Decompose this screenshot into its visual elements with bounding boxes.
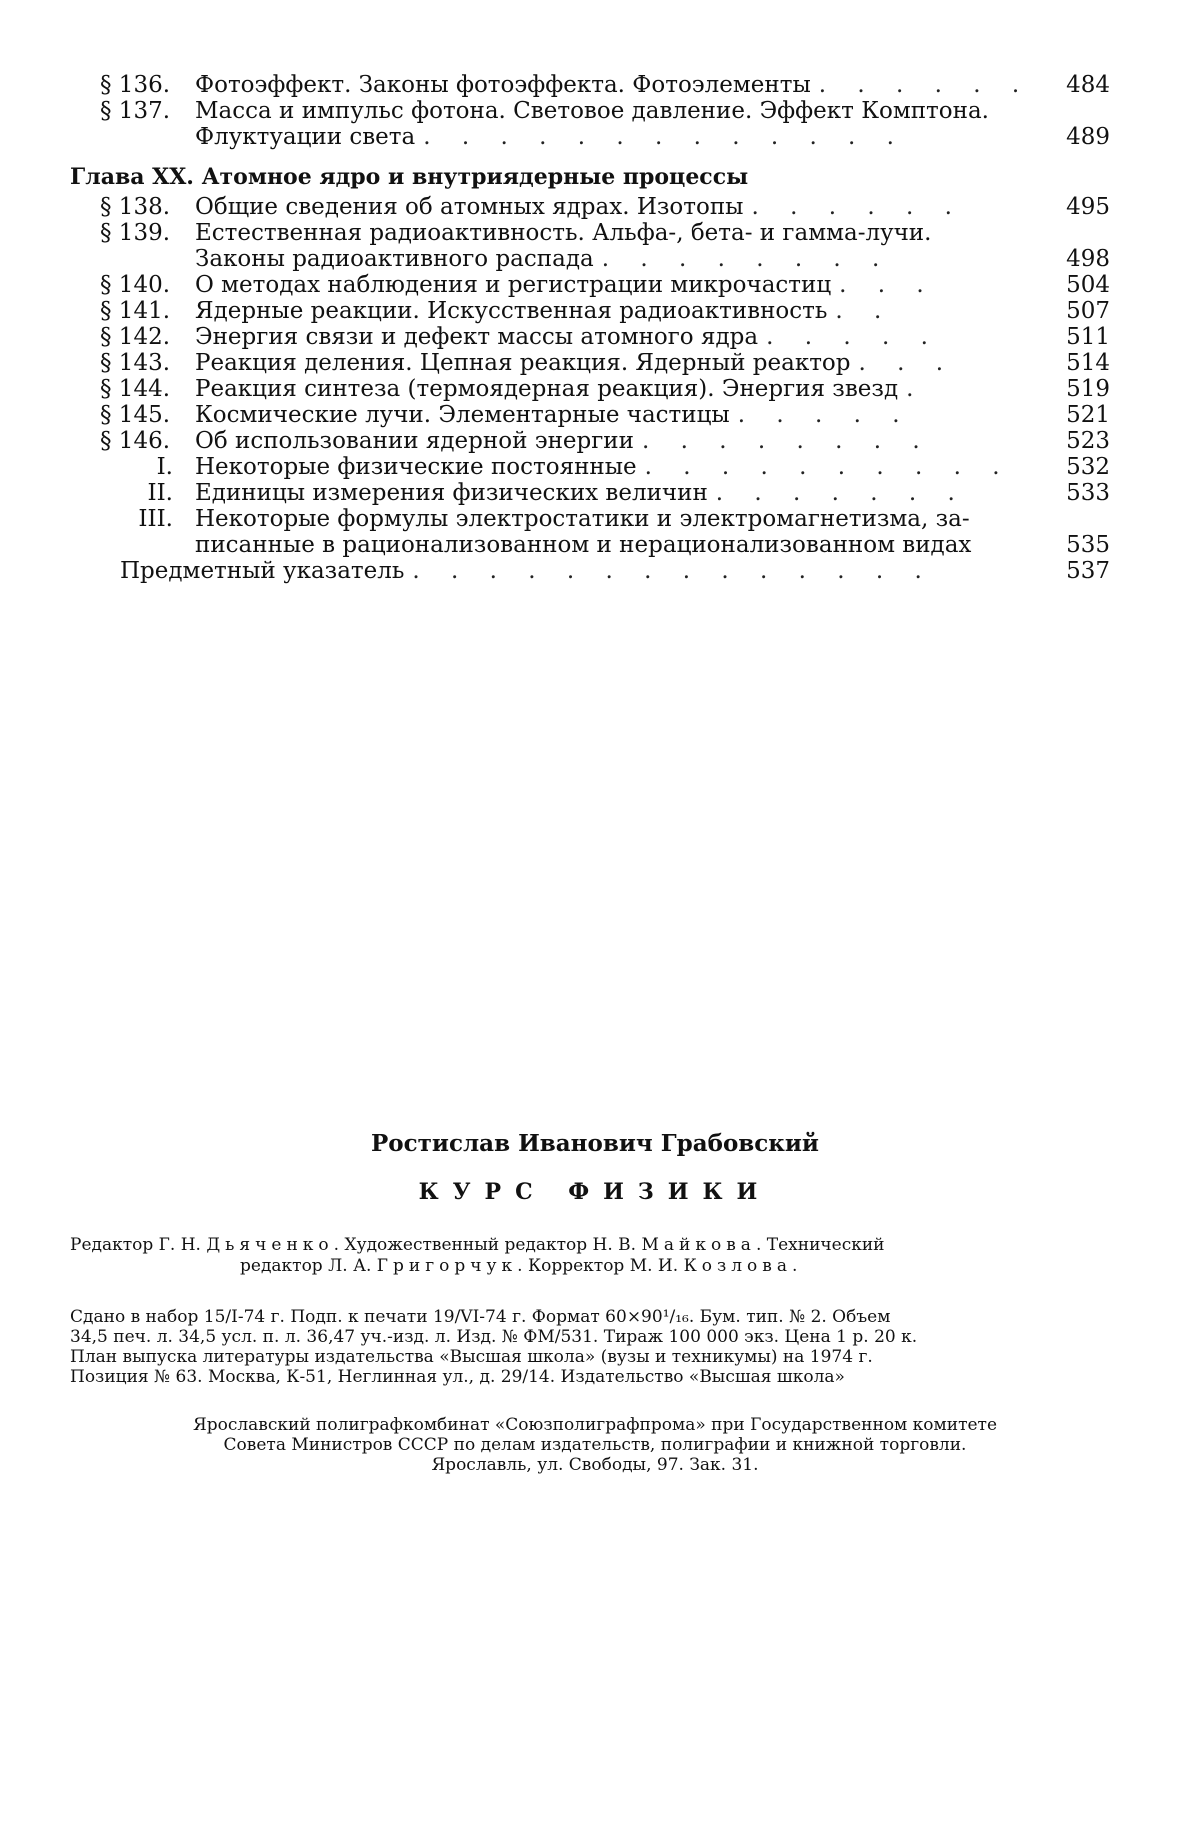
page-number: 514 bbox=[1066, 350, 1110, 376]
page-number: 521 bbox=[1066, 402, 1110, 428]
imprint bbox=[70, 1130, 1120, 1475]
section-number: § 141. bbox=[100, 298, 171, 324]
tech-editor-name: Григорчук bbox=[376, 1256, 518, 1276]
page-number: 511 bbox=[1066, 324, 1110, 350]
section-title-continued: Флуктуации света bbox=[195, 124, 416, 150]
section-title: Ядерные реакции. Искусственная радиоактивность bbox=[195, 298, 828, 324]
index-title: Предметный указатель bbox=[120, 558, 405, 584]
toc-entry-continuation bbox=[70, 246, 1110, 272]
dot-leader: . . . . . . . . . . . . . bbox=[423, 124, 906, 150]
chapter-title: Глава XX. Атомное ядро и внутриядерные процессы bbox=[70, 164, 749, 190]
section-number: § 145. bbox=[100, 402, 171, 428]
toc-entry bbox=[70, 220, 1110, 246]
dot-leader: . . bbox=[835, 298, 894, 324]
dot-leader: . . . . . . . . . . . . . . bbox=[412, 558, 934, 584]
toc-entry bbox=[70, 324, 1110, 350]
section-number: § 138. bbox=[100, 194, 171, 220]
page-number: 495 bbox=[1066, 194, 1110, 220]
page-number: 484 bbox=[1066, 72, 1110, 98]
page-number: 535 bbox=[1066, 532, 1110, 558]
section-title: О методах наблюдения и регистрации микрочастиц bbox=[195, 272, 832, 298]
dot-leader: . . . . . . . . bbox=[601, 246, 892, 272]
dot-leader: . . . bbox=[839, 272, 936, 298]
appendix-title: Единицы измерения физических величин bbox=[195, 480, 708, 506]
dot-leader: . . . . . bbox=[766, 324, 940, 350]
section-title: Масса и импульс фотона. Световое давление. Эффект Комптона. bbox=[195, 98, 989, 124]
toc-entry bbox=[70, 480, 1110, 506]
dot-leader: . . . bbox=[858, 350, 956, 376]
book-title: КУРС ФИЗИКИ bbox=[418, 1179, 772, 1205]
toc-entry bbox=[70, 402, 1110, 428]
toc-entry bbox=[70, 272, 1110, 298]
page-number: 489 bbox=[1066, 124, 1110, 150]
toc-entry bbox=[70, 194, 1110, 220]
toc-entry bbox=[70, 376, 1110, 402]
appendix-title: Некоторые физические постоянные bbox=[195, 454, 637, 480]
appendix-number: I. bbox=[156, 454, 173, 480]
section-number: § 146. bbox=[100, 428, 171, 454]
toc-entry bbox=[70, 506, 1110, 532]
printer-details: Ярославский полиграфкомбинат «Союзполиграфпрома» при Государственном комитете Совета Министров СССР по делам издательств, полиграфии и книжной торговли. Ярославль, ул. Свободы, 97. Зак. 31. bbox=[192, 1415, 998, 1475]
page-number: 504 bbox=[1066, 272, 1110, 298]
section-title: Космические лучи. Элементарные частицы bbox=[195, 402, 730, 428]
appendix-number: II. bbox=[147, 480, 173, 506]
toc-entry bbox=[70, 454, 1110, 480]
editors-credits: Редактор Г. Н. Дьяченко. Художественный редактор Н. В. Майкова. Технический редактор Л. А. Григорчук. Корректор М. И. Козлова. bbox=[70, 1235, 885, 1276]
dot-leader: . bbox=[906, 376, 926, 402]
section-number: § 142. bbox=[100, 324, 171, 350]
dot-leader: . . . . . bbox=[737, 402, 912, 428]
section-title: Реакция деления. Цепная реакция. Ядерный реактор bbox=[195, 350, 851, 376]
toc-entry bbox=[70, 350, 1110, 376]
section-title: Фотоэффект. Законы фотоэффекта. Фотоэлементы bbox=[195, 72, 811, 98]
section-title: Об использовании ядерной энергии bbox=[195, 428, 634, 454]
proofreader-name: Козлова bbox=[683, 1256, 792, 1276]
printing-details: Сдано в набор 15/I-74 г. Подп. к печати 19/VI-74 г. Формат 60×90¹/₁₆. Бум. тип. № 2. Объем 34,5 печ. л. 34,5 усл. п. л. 36,47 уч.-изд. л. Изд. № ФМ/531. Тираж 100 000 экз. Цена 1 р. 20 к. План выпуска литературы издательства «Высшая школа» (вузы и техникумы) на 1974 г. Позиция № 63. Москва, К-51, Неглинная ул., д. 29/14. Издательство «Высшая школа» bbox=[70, 1307, 918, 1387]
appendix-number: III. bbox=[138, 506, 173, 532]
dot-leader: . . . . . . . bbox=[715, 480, 967, 506]
toc-entry bbox=[70, 298, 1110, 324]
toc-entry bbox=[70, 72, 1110, 124]
page-number: 533 bbox=[1066, 480, 1110, 506]
dot-leader: . . . . . . bbox=[818, 72, 1032, 98]
section-title-continued: Законы радиоактивного распада bbox=[195, 246, 594, 272]
section-title: Естественная радиоактивность. Альфа-, бета- и гамма-лучи. bbox=[195, 220, 932, 246]
toc-entry bbox=[70, 428, 1110, 454]
appendix-title: Некоторые формулы электростатики и электромагнетизма, за- bbox=[195, 506, 970, 532]
page-number: 532 bbox=[1066, 454, 1110, 480]
page-number: 498 bbox=[1066, 246, 1110, 272]
dot-leader: . . . . . . . . . . bbox=[644, 454, 1012, 480]
page-number: 537 bbox=[1066, 558, 1110, 584]
toc-entry-continuation bbox=[70, 532, 1110, 558]
chapter-heading bbox=[70, 164, 1110, 192]
section-number: § 140. bbox=[100, 272, 171, 298]
dot-leader: . . . . . . bbox=[751, 194, 964, 220]
appendix-title-continued: писанные в рационализованном и нерационализованном видах bbox=[195, 532, 972, 558]
page-number: 523 bbox=[1066, 428, 1110, 454]
toc-entry-continuation bbox=[70, 124, 1110, 150]
page-number: 507 bbox=[1066, 298, 1110, 324]
section-number: § 144. bbox=[100, 376, 171, 402]
section-number: § 139. bbox=[100, 220, 171, 246]
section-title: Общие сведения об атомных ядрах. Изотопы bbox=[195, 194, 744, 220]
section-number: § 143. bbox=[100, 350, 171, 376]
section-title: Энергия связи и дефект массы атомного ядра bbox=[195, 324, 759, 350]
table-of-contents bbox=[70, 72, 1110, 584]
art-editor-name: Майкова bbox=[641, 1235, 756, 1255]
section-number: § 136. bbox=[100, 72, 171, 98]
toc-entry bbox=[70, 558, 1110, 584]
editor-name: Дьяченко bbox=[206, 1235, 334, 1255]
section-title: Реакция синтеза (термоядерная реакция). Энергия звезд bbox=[195, 376, 899, 402]
dot-leader: . . . . . . . . bbox=[641, 428, 932, 454]
author-name: Ростислав Иванович Грабовский bbox=[371, 1130, 819, 1157]
section-number: § 137. bbox=[100, 98, 171, 124]
page-number: 519 bbox=[1066, 376, 1110, 402]
